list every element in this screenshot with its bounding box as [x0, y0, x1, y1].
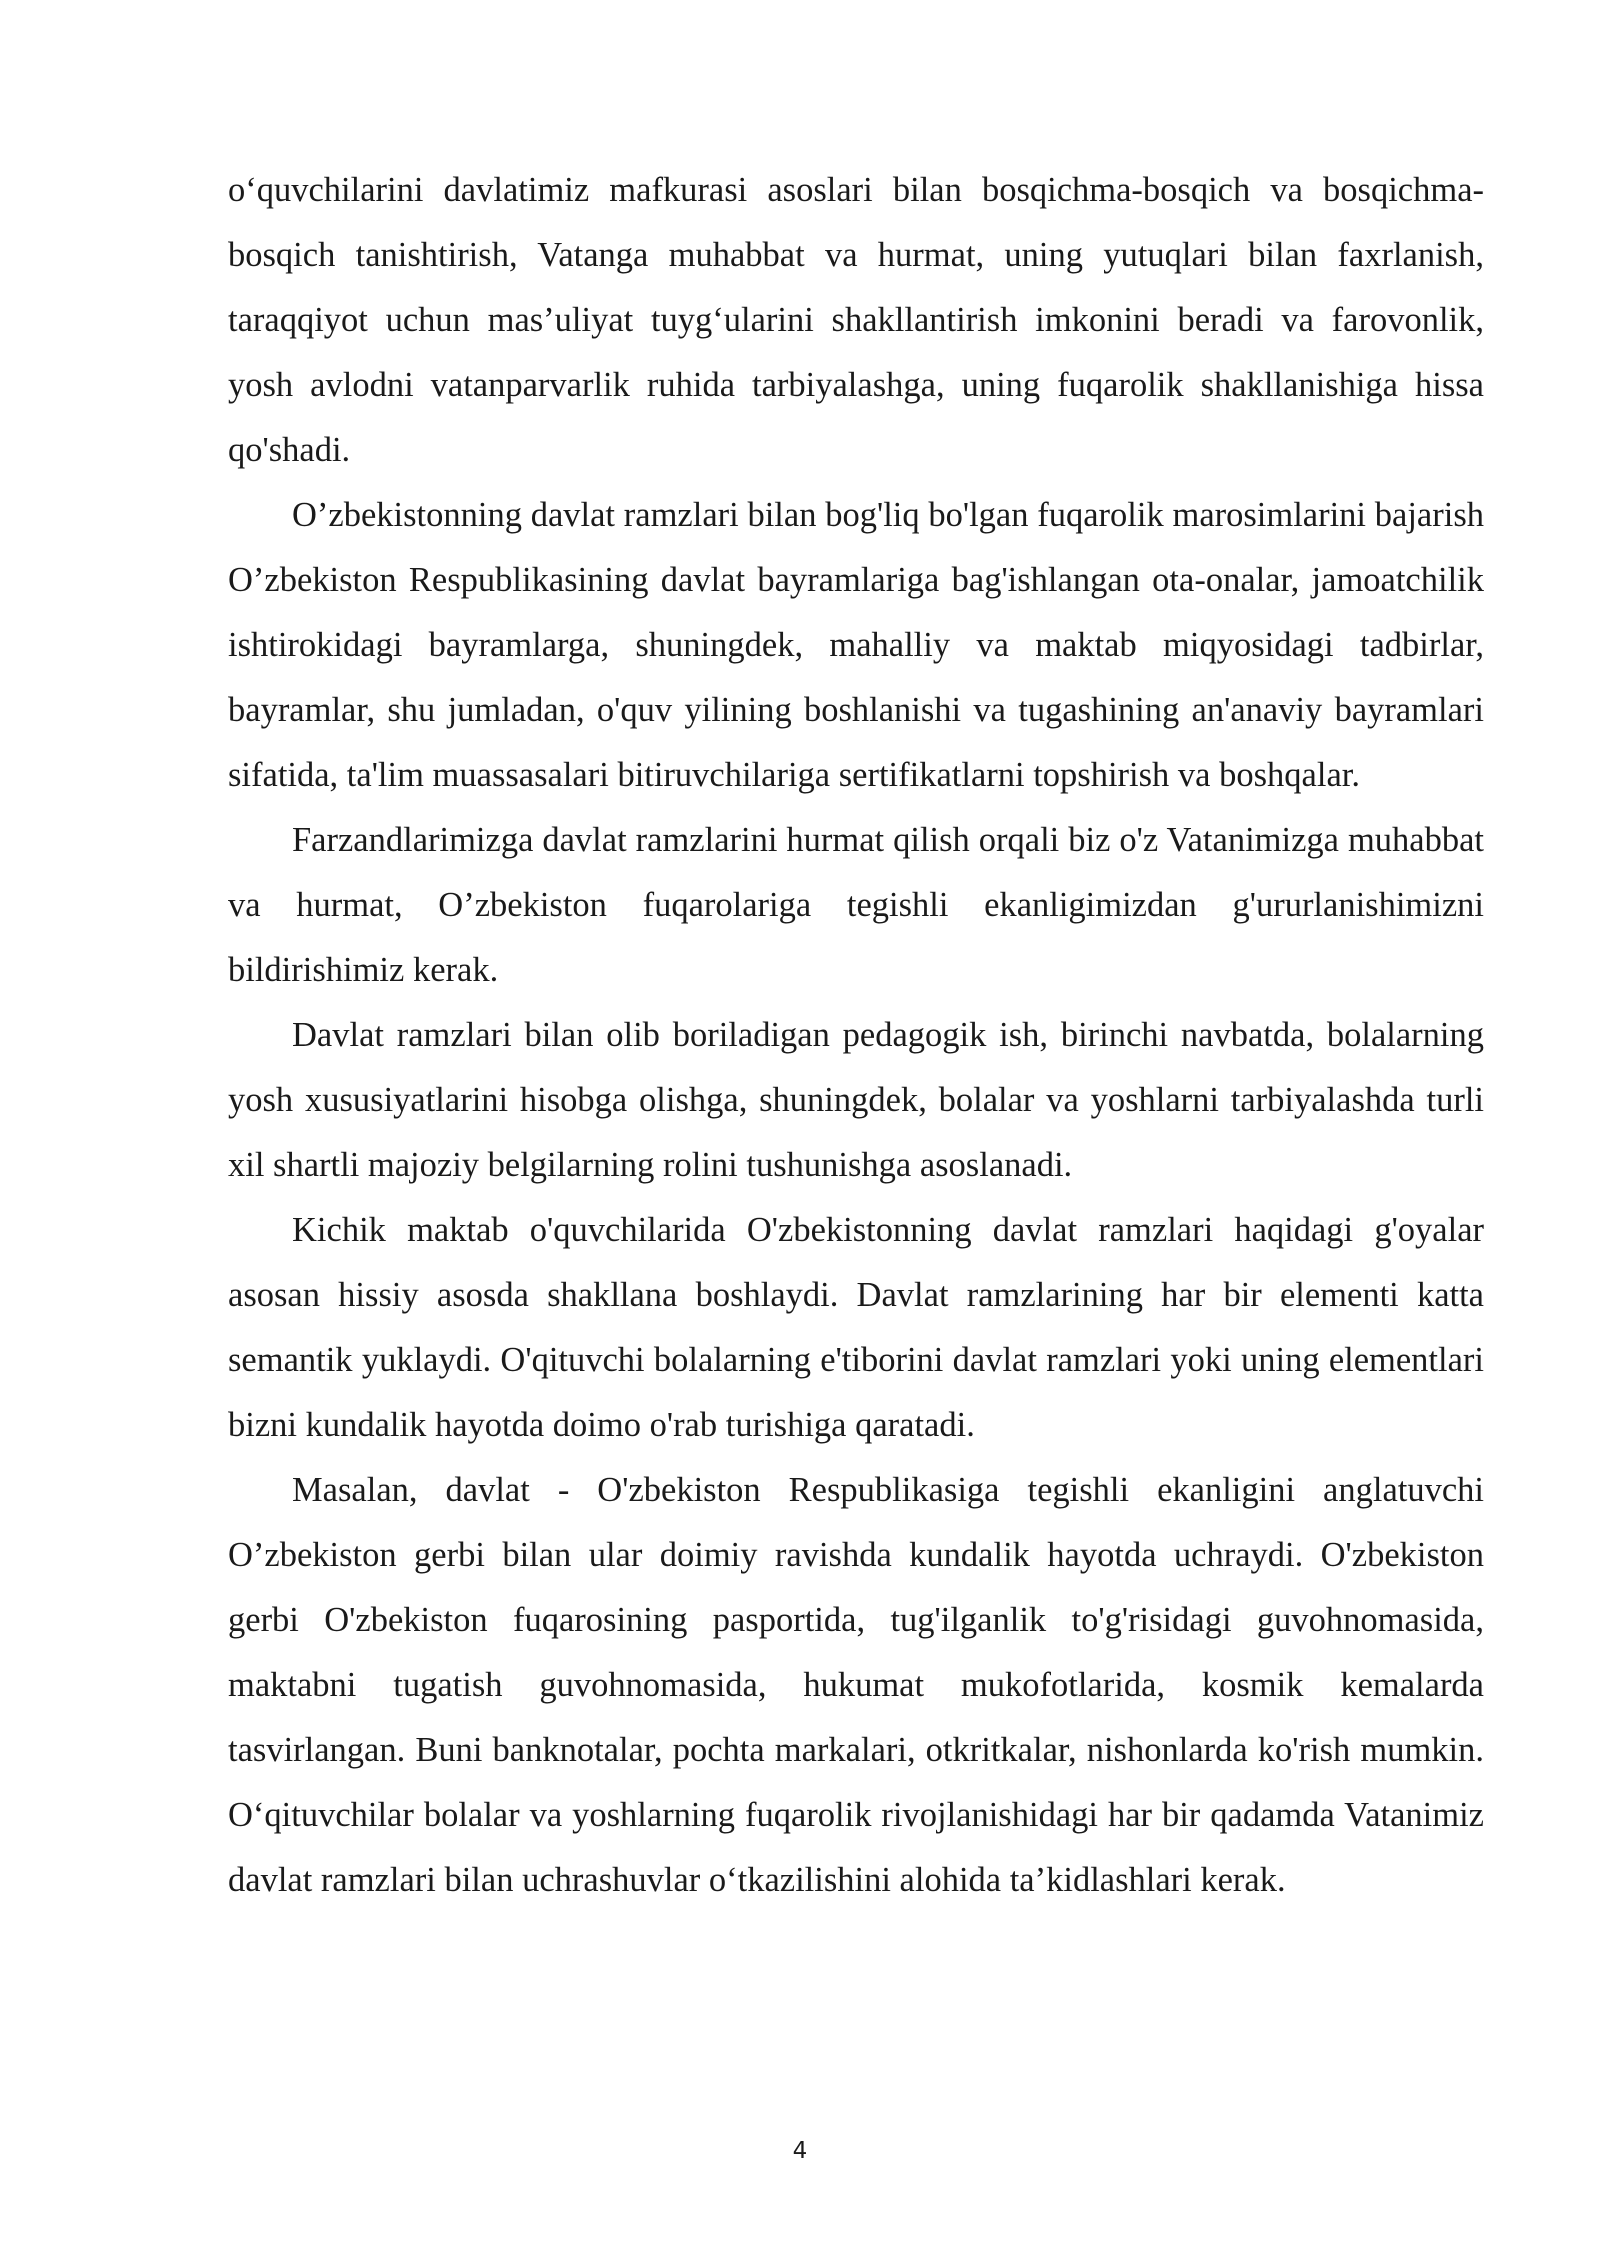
- document-body: [228, 158, 1484, 1913]
- page-number: 4: [792, 2138, 808, 2164]
- paragraph-6: Masalan, davlat - O'zbekiston Respublikasiga tegishli ekanligini anglatuvchi O’zbekiston gerbi bilan ular doimiy ravishda kundalik hayotda uchraydi. O'zbekiston gerbi O'zbekiston fuqarosining pasportida, tug'ilganlik to'g'risidagi guvohnomasida, maktabni tugatish guvohnomasida, hukumat mukofotlarida, kosmik kemalarda tasvirlangan. Buni banknotalar, pochta markalari, otkritkalar, nishonlarda ko'rish mumkin. O‘qituvchilar bolalar va yoshlarning fuqarolik rivojlanishidagi har bir qadamda Vatanimiz davlat ramzlari bilan uchrashuvlar o‘tkazilishini alohida ta’kidlashlari kerak.: [228, 1471, 1484, 1899]
- paragraph-3: Farzandlarimizga davlat ramzlarini hurmat qilish orqali biz o'z Vatanimizga muhabbat va hurmat, O’zbekiston fuqarolariga tegishli ekanligimizdan g'ururlanishimizni bildirishimiz kerak.: [228, 821, 1484, 989]
- paragraph-4: Davlat ramzlari bilan olib boriladigan pedagogik ish, birinchi navbatda, bolalarning yosh xususiyatlarini hisobga olishga, shuningdek, bolalar va yoshlarni tarbiyalashda turli xil shartli majoziy belgilarning rolini tushunishga asoslanadi.: [228, 1016, 1484, 1184]
- paragraph-1: o‘quvchilarini davlatimiz mafkurasi asoslari bilan bosqichma-bosqich va bosqichma-bosqich tanishtirish, Vatanga muhabbat va hurmat, uning yutuqlari bilan faxrlanish, taraqqiyot uchun mas’uliyat tuyg‘ularini shakllantirish imkonini beradi va farovonlik, yosh avlodni vatanparvarlik ruhida tarbiyalashga, uning fuqarolik shakllanishiga hissa qo'shadi.: [228, 171, 1484, 469]
- paragraph-2: O’zbekistonning davlat ramzlari bilan bog'liq bo'lgan fuqarolik marosimlarini bajarish O’zbekiston Respublikasining davlat bayramlariga bag'ishlangan ota-onalar, jamoatchilik ishtirokidagi bayramlarga, shuningdek, mahalliy va maktab miqyosidagi tadbirlar, bayramlar, shu jumladan, o'quv yilining boshlanishi va tugashining an'anaviy bayramlari sifatida, ta'lim muassasalari bitiruvchilariga sertifikatlarni topshirish va boshqalar.: [228, 496, 1484, 794]
- paragraph-5: Kichik maktab o'quvchilarida O'zbekistonning davlat ramzlari haqidagi g'oyalar asosan hissiy asosda shakllana boshlaydi. Davlat ramzlarining har bir elementi katta semantik yuklaydi. O'qituvchi bolalarning e'tiborini davlat ramzlari yoki uning elementlari bizni kundalik hayotda doimo o'rab turishiga qaratadi.: [228, 1211, 1484, 1444]
